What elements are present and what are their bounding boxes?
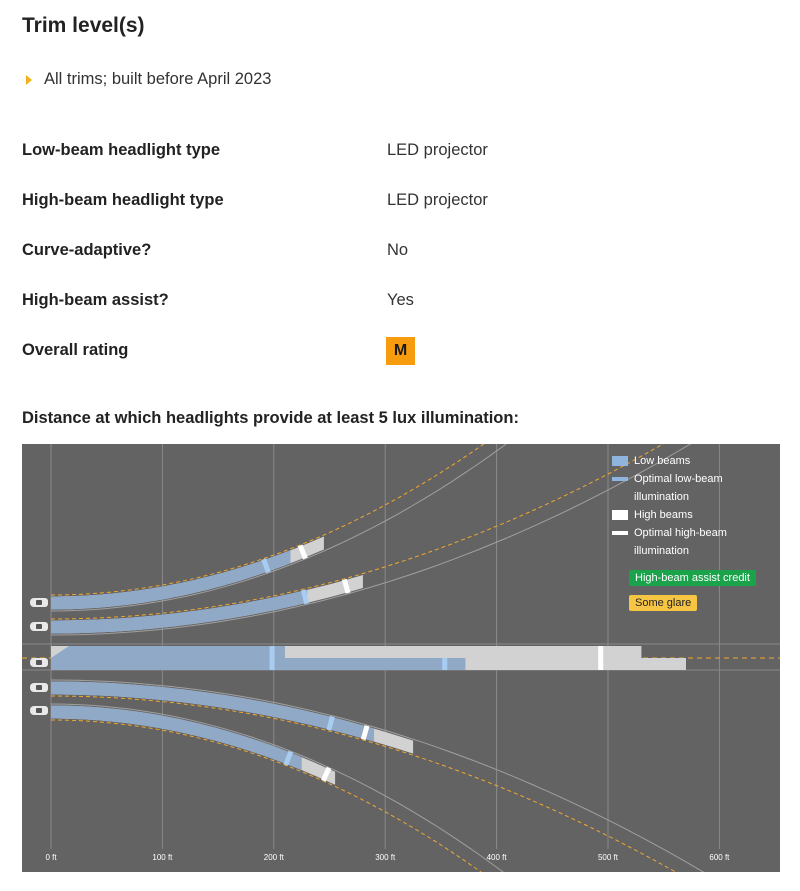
high-beam-assist-credit-badge: High-beam assist credit <box>629 570 756 586</box>
road-curve-line <box>51 680 780 872</box>
x-tick-label: 200 ft <box>263 853 284 862</box>
legend-high-beams <box>612 506 744 524</box>
low-beam-swatch <box>612 456 628 466</box>
car-icon <box>30 622 48 631</box>
car-icon <box>30 598 48 607</box>
curve-adaptive-label: Curve-adaptive? <box>22 241 152 259</box>
high-beam-assist-label: High-beam assist? <box>22 291 169 309</box>
high-beam-swatch <box>612 510 628 520</box>
chart-title: Distance at which headlights provide at least 5 lux illumination: <box>22 409 519 427</box>
low-beam-band <box>284 658 465 670</box>
x-tick-label: 500 ft <box>597 853 619 862</box>
legend-optimal-high <box>612 524 744 560</box>
x-tick-label: 400 ft <box>486 853 507 862</box>
chart-legend <box>612 452 744 560</box>
low-beam-band <box>51 550 291 609</box>
car-icon <box>30 658 48 667</box>
some-glare-badge: Some glare <box>629 595 697 611</box>
optimal-low-swatch <box>612 477 628 481</box>
trim-item <box>22 70 271 89</box>
x-tick-label: 0 ft <box>45 853 57 862</box>
car-icon <box>30 683 48 692</box>
road-curve-line <box>51 704 780 872</box>
trim-text: All trims; built before April 2023 <box>44 70 272 88</box>
legend-low-beams <box>612 452 744 470</box>
optimal-high-swatch <box>612 531 628 535</box>
optimal-low-marker <box>442 658 447 670</box>
legend-optimal-low <box>612 470 744 506</box>
car-icon <box>30 706 48 715</box>
high-beam-type-label: High-beam headlight type <box>22 191 224 209</box>
section-title: Trim level(s) <box>22 14 145 37</box>
x-tick-label: 600 ft <box>709 853 730 862</box>
high-beam-type-value: LED projector <box>387 191 488 209</box>
overall-rating-label: Overall rating <box>22 341 129 359</box>
headlight-chart <box>22 444 780 872</box>
low-beam-band <box>51 706 302 771</box>
high-beam-assist-value: Yes <box>387 291 414 309</box>
low-beam-type-label: Low-beam headlight type <box>22 141 221 159</box>
overall-rating-badge: M <box>386 337 415 365</box>
legend-high-beams-label: High beams <box>634 509 693 521</box>
road-curve-lane <box>51 720 780 872</box>
optimal-low-marker <box>270 646 275 670</box>
optimal-high-marker <box>598 646 603 670</box>
low-beam-band <box>51 646 285 670</box>
legend-low-beams-label: Low beams <box>634 455 691 467</box>
low-beam-type-value: LED projector <box>387 141 488 159</box>
curve-adaptive-value: No <box>387 241 409 259</box>
legend-optimal-low-label: Optimal low-beam illumination <box>634 473 723 503</box>
x-tick-label: 100 ft <box>152 853 173 862</box>
x-tick-label: 300 ft <box>375 853 396 862</box>
bullet-triangle-icon <box>26 75 32 85</box>
legend-optimal-high-label: Optimal high-beam illumination <box>634 527 727 557</box>
